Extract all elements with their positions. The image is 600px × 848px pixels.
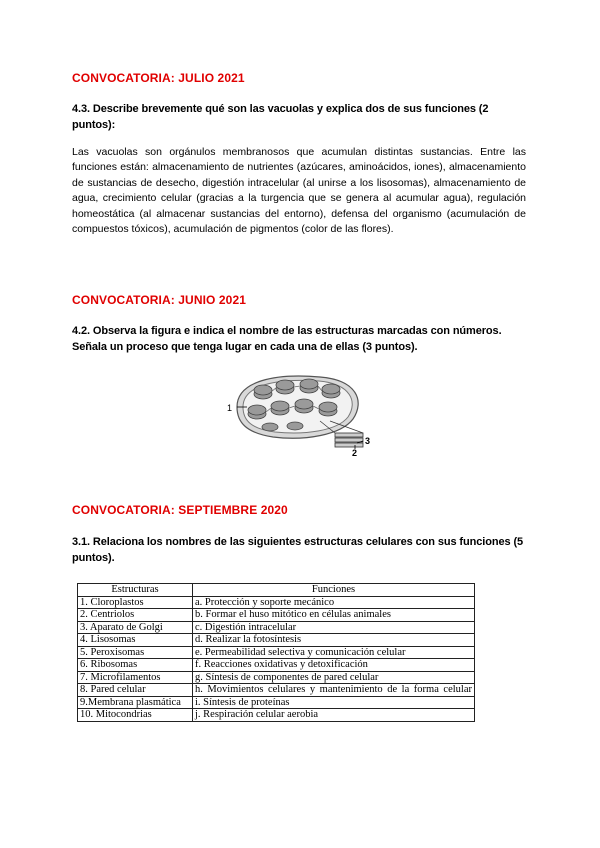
table-row (78, 609, 475, 622)
structure-cell: 7. Microfilamentos (78, 671, 193, 684)
structure-cell: 2. Centriolos (78, 609, 193, 622)
figure-label-1: 1 (227, 403, 233, 413)
function-cell: a. Protección y soporte mecánico (193, 596, 475, 609)
section-heading: CONVOCATORIA: JUNIO 2021 (72, 293, 246, 307)
table-row (78, 646, 475, 659)
structure-cell: 8. Pared celular (78, 684, 193, 697)
function-cell: i. Síntesis de proteínas (193, 696, 475, 709)
matching-table (77, 583, 475, 722)
table-row (78, 684, 475, 697)
structure-cell: 4. Lisosomas (78, 634, 193, 647)
section-heading: CONVOCATORIA: JULIO 2021 (72, 71, 245, 85)
figure-label-2: 2 (352, 448, 358, 457)
answer-text: Las vacuolas son orgánulos membranosos que acumulan distintas sustancias. Entre las funciones están: almacenamiento de nutrientes (azúcares, aminoácidos, iones), almacenamiento de sustancias de desecho, digestión intracelular (al unirse a los lisosomas), almacenamiento de agua, crecimiento celular (gracias a la turgencia que se genera al acumular agua), regulación homeostática (al almacenar sustancias del entorno), defensa del organismo (acumulación de compuestos tóxicos), acumulación de pigmentos (color de las flores). (72, 146, 526, 236)
function-cell: b. Formar el huso mitótico en células animales (193, 609, 475, 622)
question-text: 3.1. Relaciona los nombres de las siguientes estructuras celulares con sus funciones (5 puntos). (72, 536, 524, 564)
table-header-row (78, 584, 475, 597)
chloroplast-figure (225, 369, 380, 457)
function-cell: c. Digestión intracelular (193, 621, 475, 634)
function-cell: d. Realizar la fotosíntesis (193, 634, 475, 647)
structure-cell: 6. Ribosomas (78, 659, 193, 672)
table-row (78, 621, 475, 634)
table-row (78, 671, 475, 684)
function-cell: j. Respiración celular aerobia (193, 709, 475, 722)
function-cell: h. Movimientos celulares y mantenimiento de la forma celular (193, 684, 475, 697)
table-row (78, 696, 475, 709)
figure-label-3: 3 (365, 436, 371, 446)
table-row (78, 596, 475, 609)
table-row (78, 659, 475, 672)
structure-cell: 1. Cloroplastos (78, 596, 193, 609)
function-cell: e. Permeabilidad selectiva y comunicación celular (193, 646, 475, 659)
structure-cell: 3. Aparato de Golgi (78, 621, 193, 634)
function-cell: f. Reacciones oxidativas y detoxificación (193, 659, 475, 672)
question-text: 4.3. Describe brevemente qué son las vacuolas y explica dos de sus funciones (2 puntos): (72, 103, 489, 131)
table-row (78, 634, 475, 647)
structure-cell: 5. Peroxisomas (78, 646, 193, 659)
table-header: Estructuras (78, 584, 193, 597)
table-header: Funciones (193, 584, 475, 597)
function-cell: g. Síntesis de componentes de pared celular (193, 671, 475, 684)
section-heading: CONVOCATORIA: SEPTIEMBRE 2020 (72, 503, 288, 517)
table-row (78, 709, 475, 722)
question-text: 4.2. Observa la figura e indica el nombre de las estructuras marcadas con números. Señala un proceso que tenga lugar en cada una de ellas (3 puntos). (72, 325, 502, 353)
structure-cell: 10. Mitocondrias (78, 709, 193, 722)
structure-cell: 9.Membrana plasmática (78, 696, 193, 709)
